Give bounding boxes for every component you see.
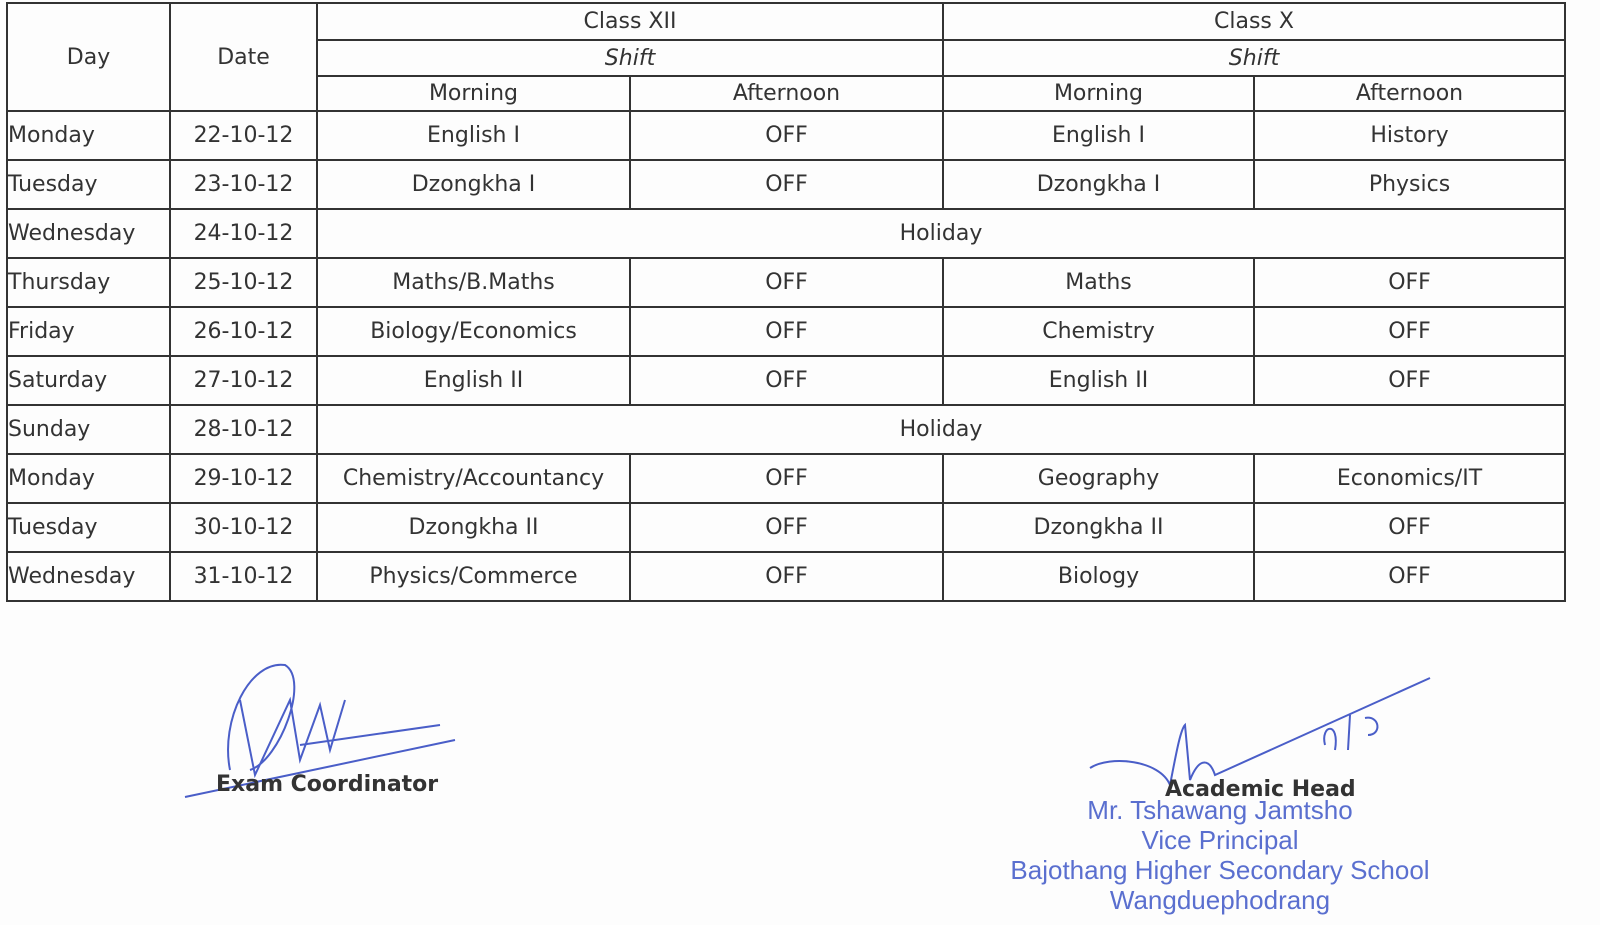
date-cell: 26-10-12 — [170, 307, 317, 356]
table-row — [7, 209, 1565, 258]
signature-line-right — [1090, 678, 1430, 785]
class-xii-afternoon-cell: OFF — [630, 307, 943, 356]
header-xii-afternoon: Afternoon — [630, 76, 943, 111]
stamp-title: Vice Principal — [1141, 825, 1299, 855]
class-xii-afternoon-cell: OFF — [630, 503, 943, 552]
class-x-morning-cell: Dzongkha II — [943, 503, 1254, 552]
header-class-x: Class X — [943, 3, 1565, 40]
class-x-morning-cell: Geography — [943, 454, 1254, 503]
class-xii-morning-cell: Dzongkha I — [317, 160, 630, 209]
class-xii-afternoon-cell: OFF — [630, 160, 943, 209]
class-x-afternoon-cell: OFF — [1254, 503, 1565, 552]
header-class-xii: Class XII — [317, 3, 943, 40]
class-x-afternoon-cell: OFF — [1254, 307, 1565, 356]
day-cell: Wednesday — [7, 552, 170, 601]
table-row — [7, 454, 1565, 503]
class-xii-afternoon-cell: OFF — [630, 111, 943, 160]
day-cell: Tuesday — [7, 160, 170, 209]
date-cell: 27-10-12 — [170, 356, 317, 405]
exam-coordinator-label: Exam Coordinator — [216, 772, 439, 797]
day-cell: Monday — [7, 111, 170, 160]
header-date: Date — [170, 3, 317, 111]
table-row — [7, 160, 1565, 209]
table-row — [7, 503, 1565, 552]
class-x-morning-cell: Chemistry — [943, 307, 1254, 356]
stamp-school: Bajothang Higher Secondary School — [1010, 855, 1430, 885]
header-day: Day — [7, 3, 170, 111]
table-row — [7, 405, 1565, 454]
date-cell: 22-10-12 — [170, 111, 317, 160]
class-x-afternoon-cell: OFF — [1254, 356, 1565, 405]
class-xii-afternoon-cell: OFF — [630, 258, 943, 307]
class-x-morning-cell: English II — [943, 356, 1254, 405]
class-xii-afternoon-cell: OFF — [630, 552, 943, 601]
date-cell: 23-10-12 — [170, 160, 317, 209]
date-cell: 28-10-12 — [170, 405, 317, 454]
class-xii-afternoon-cell: OFF — [630, 356, 943, 405]
header-x-morning: Morning — [943, 76, 1254, 111]
table-row — [7, 356, 1565, 405]
class-xii-morning-cell: Maths/B.Maths — [317, 258, 630, 307]
day-cell: Thursday — [7, 258, 170, 307]
table-row — [7, 258, 1565, 307]
day-cell: Sunday — [7, 405, 170, 454]
date-cell: 24-10-12 — [170, 209, 317, 258]
class-xii-morning-cell: Physics/Commerce — [317, 552, 630, 601]
class-x-afternoon-cell: OFF — [1254, 258, 1565, 307]
class-x-morning-cell: Dzongkha I — [943, 160, 1254, 209]
date-cell: 31-10-12 — [170, 552, 317, 601]
class-x-afternoon-cell: History — [1254, 111, 1565, 160]
class-x-afternoon-cell: OFF — [1254, 552, 1565, 601]
class-xii-morning-cell: English II — [317, 356, 630, 405]
day-cell: Saturday — [7, 356, 170, 405]
class-x-afternoon-cell: Economics/IT — [1254, 454, 1565, 503]
day-cell: Friday — [7, 307, 170, 356]
date-cell: 29-10-12 — [170, 454, 317, 503]
class-x-morning-cell: English I — [943, 111, 1254, 160]
holiday-cell: Holiday — [317, 209, 1565, 258]
table-row — [7, 307, 1565, 356]
official-stamp — [1010, 795, 1430, 915]
academic-head-label: Academic Head — [1165, 777, 1356, 802]
table-row — [7, 552, 1565, 601]
class-x-afternoon-cell: Physics — [1254, 160, 1565, 209]
class-x-morning-cell: Maths — [943, 258, 1254, 307]
class-xii-afternoon-cell: OFF — [630, 454, 943, 503]
date-cell: 30-10-12 — [170, 503, 317, 552]
header-shift-xii: Shift — [317, 40, 943, 76]
class-xii-morning-cell: English I — [317, 111, 630, 160]
day-cell: Monday — [7, 454, 170, 503]
date-cell: 25-10-12 — [170, 258, 317, 307]
header-shift-x: Shift — [943, 40, 1565, 76]
header-xii-morning: Morning — [317, 76, 630, 111]
class-x-morning-cell: Biology — [943, 552, 1254, 601]
class-xii-morning-cell: Chemistry/Accountancy — [317, 454, 630, 503]
day-cell: Tuesday — [7, 503, 170, 552]
stamp-location: Wangduephodrang — [1109, 885, 1331, 915]
class-xii-morning-cell: Dzongkha II — [317, 503, 630, 552]
stamp-name: Mr. Tshawang Jamtsho — [1087, 795, 1353, 825]
header-x-afternoon: Afternoon — [1254, 76, 1565, 111]
class-xii-morning-cell: Biology/Economics — [317, 307, 630, 356]
holiday-cell: Holiday — [317, 405, 1565, 454]
table-row — [7, 111, 1565, 160]
exam-schedule-table — [6, 2, 1566, 602]
day-cell: Wednesday — [7, 209, 170, 258]
